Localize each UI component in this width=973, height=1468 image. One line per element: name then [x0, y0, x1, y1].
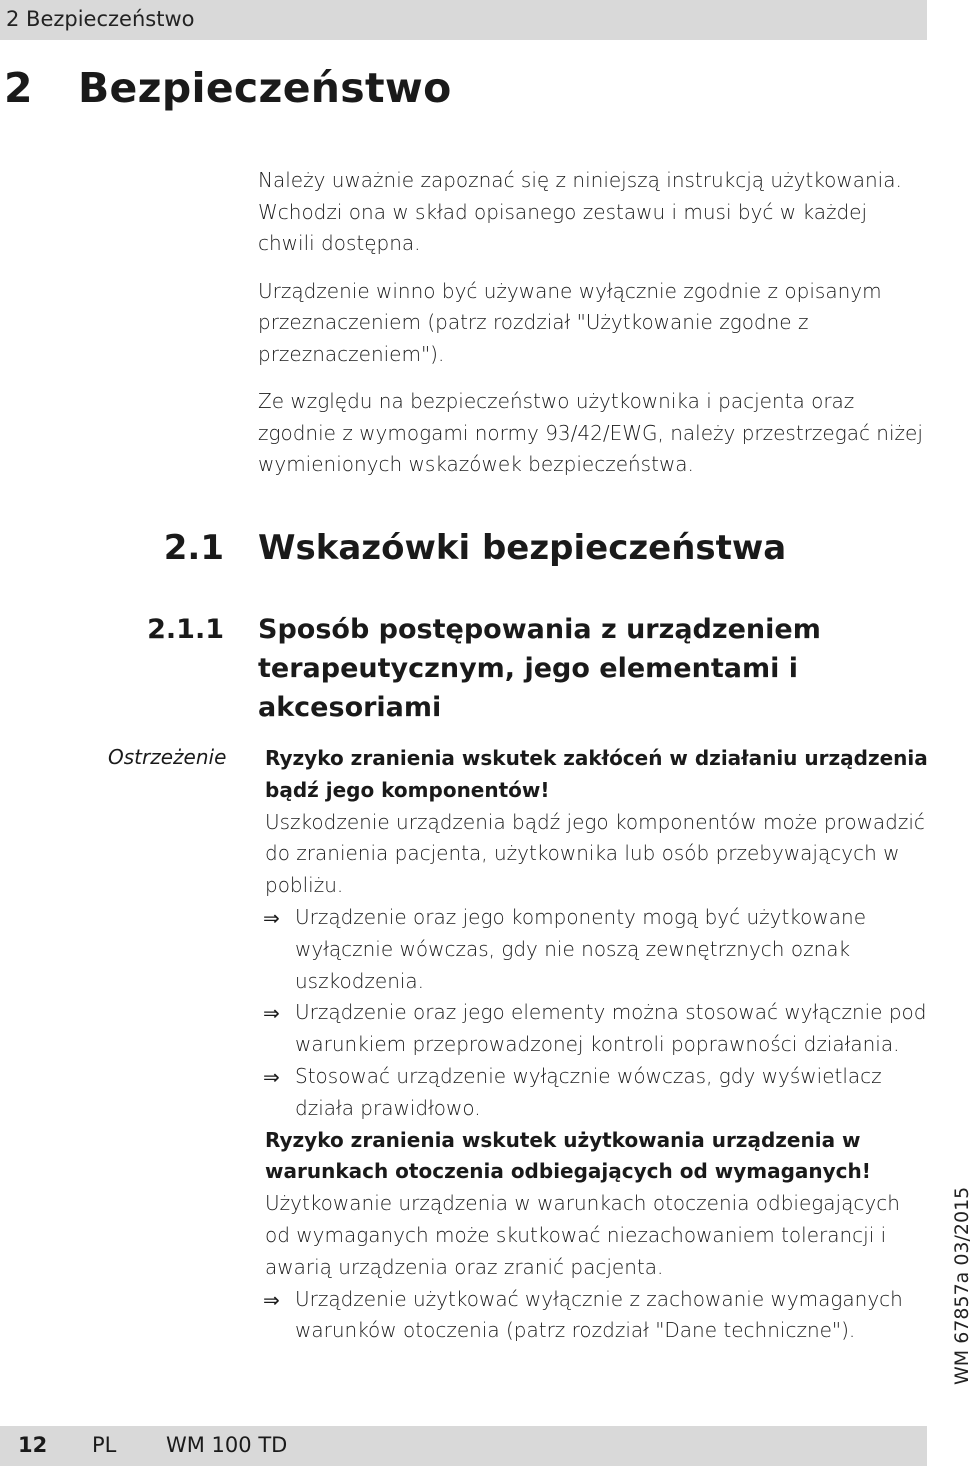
- model-name: WM 100 TD: [166, 1433, 288, 1457]
- arrow-icon: ⇒: [263, 1064, 280, 1089]
- section-title-text: Wskazówki bezpieczeństwa: [258, 528, 787, 568]
- subsection-number: 2.1.1: [147, 614, 224, 645]
- instruction-text: Urządzenie użytkować wyłącznie z zachowanie wymaganych warunków otoczenia (patrz rozdział "Dane techniczne").: [295, 1286, 903, 1343]
- intro-paragraph: Urządzenie winno być używane wyłącznie zgodnie z opisanym przeznaczeniem (patrz rozdział "Użytkowanie zgodne z przeznaczeniem").: [258, 278, 882, 366]
- instruction-item: [265, 902, 930, 997]
- intro-paragraph: Ze względu na bezpieczeństwo użytkownika i pacjenta oraz zgodnie z wymogami normy 93/42/EWG, należy przestrzegać niżej wymienionych wskazówek bezpieczeństwa.: [258, 389, 923, 476]
- arrow-icon: ⇒: [263, 905, 280, 930]
- document-code: WM 67857a 03/2015: [951, 1186, 973, 1385]
- instruction-text: Urządzenie oraz jego elementy można stosować wyłącznie pod warunkiem przeprowadzonej kontroli poprawności działania.: [295, 1000, 927, 1057]
- running-header: [0, 0, 927, 40]
- instruction-item: [265, 1284, 930, 1348]
- subsection-title-text: Sposób postępowania z urządzeniem terapeutycznym, jego elementami i akcesoriami: [258, 614, 821, 723]
- chapter-title-text: Bezpieczeństwo: [78, 64, 452, 112]
- intro-paragraph: Należy uważnie zapoznać się z niniejszą instrukcją użytkowania. Wchodzi ona w skład opisanego zestawu i musi być w każdej chwili dostępna.: [258, 168, 902, 255]
- arrow-icon: ⇒: [263, 1287, 280, 1312]
- arrow-icon: ⇒: [263, 1001, 280, 1026]
- instruction-text: Stosować urządzenie wyłącznie wówczas, gdy wyświetlacz działa prawidłowo.: [295, 1063, 882, 1120]
- warning-label: Ostrzeżenie: [108, 745, 227, 769]
- instruction-item: [265, 1061, 930, 1125]
- warning-block: [265, 743, 930, 1347]
- page-footer: [0, 1426, 927, 1466]
- warning-text: Uszkodzenie urządzenia bądź jego komponentów może prowadzić do zranienia pacjenta, użytkownika lub osób przebywających w pobliżu.: [265, 809, 925, 898]
- warning-heading: Ryzyko zranienia wskutek użytkowania urządzenia w warunkach otoczenia odbiegających od wymaganych!: [265, 1127, 871, 1184]
- language-code: PL: [92, 1433, 117, 1457]
- section-number: 2.1: [163, 528, 224, 568]
- warning-text: Użytkowanie urządzenia w warunkach otoczenia odbiegających od wymaganych może skutkować niezachowaniem tolerancji i awarią urządzenia oraz zranić pacjenta.: [265, 1191, 900, 1279]
- instruction-text: Urządzenie oraz jego komponenty mogą być użytkowane wyłącznie wówczas, gdy nie noszą zewnętrznych oznak uszkodzenia.: [295, 904, 867, 993]
- warning-heading: Ryzyko zranienia wskutek zakłóceń w działaniu urządzenia bądź jego komponentów!: [265, 746, 928, 802]
- page-number: 12: [18, 1433, 48, 1457]
- chapter-number: 2: [4, 64, 33, 112]
- chapter-title: [4, 64, 452, 112]
- intro-text: [258, 165, 928, 497]
- instruction-item: [265, 997, 930, 1061]
- running-header-text: 2 Bezpieczeństwo: [6, 7, 195, 31]
